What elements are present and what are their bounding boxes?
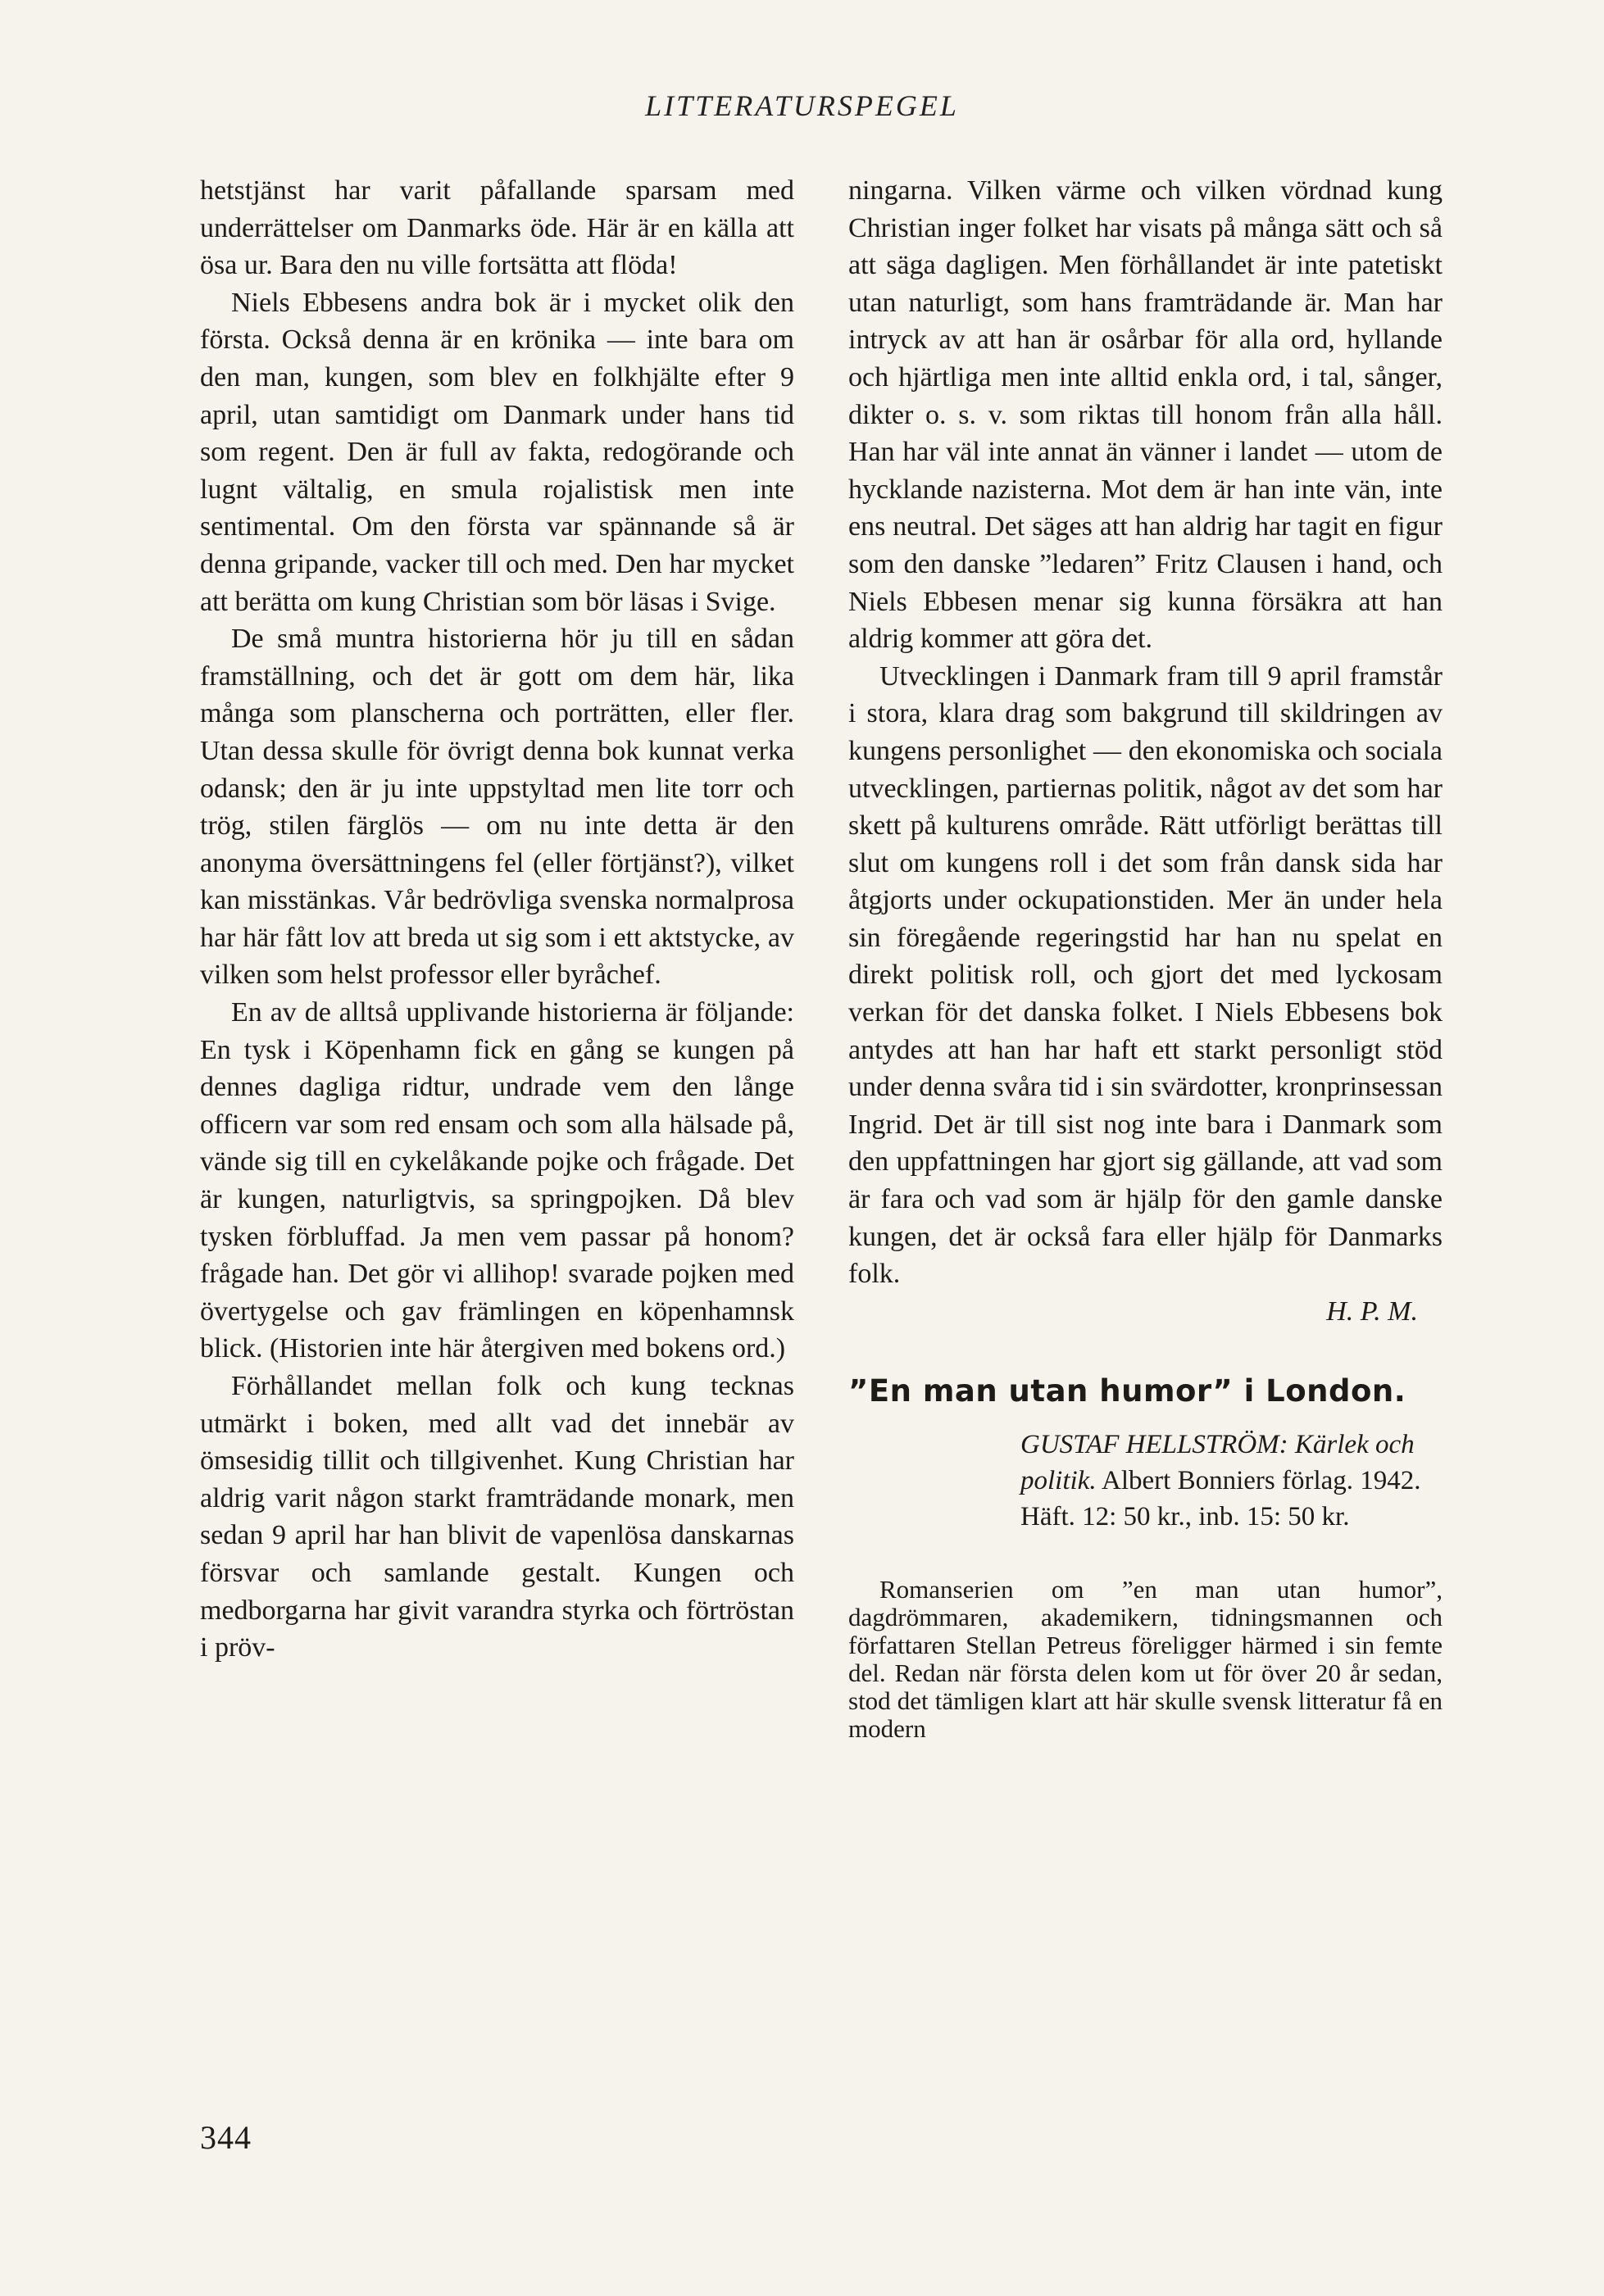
paragraph: Niels Ebbesens andra bok är i mycket olik den första. Också denna är en krönika — inte bara om den man, kungen, som blev en folkhjälte efter 9 april, utan samtidigt om Danmark under hans tid som regent. Den är full av fakta, redogörande och lugnt vältalig, en smula rojalistisk men inte sentimental. Om den första var spännande så är denna gripande, vacker till och med. Den har mycket att berätta om kung Christian som bör läsas i Svige. xyxy=(200,287,794,617)
paragraph: En av de alltså upplivande historierna är följande: En tysk i Köpenhamn fick en gång se kungen på dennes dagliga ridtur, undrade vem den långe officern var som red ensam och som alla hälsade på, vände sig till en cykelåkande pojke och frågade. Det är kungen, naturligtvis, sa springpojken. Då blev tysken förbluffad. Ja men vem passar på honom? frågade han. Det gör vi allihop! svarade pojken med övertygelse och gav främlingen en köpenhamnsk blick. (Historien inte här återgiven med bokens ord.) xyxy=(200,997,794,1364)
paragraph: De små muntra historierna hör ju till en sådan framställning, och det är gott om dem här, lika många som planscherna och porträtten, eller fler. Utan dessa skulle för övrigt denna bok kunnat verka odansk; den är ju inte uppstyltad men lite torr och trög, stilen färglös — om nu inte detta är den anonyma översättningens fel (eller förtjänst?), vilket kan misstänkas. Vår bedrövliga svenska normalprosa har här fått lov att breda ut sig som i ett aktstycke, av vilken som helst professor eller byråchef. xyxy=(200,624,794,991)
section-heading: ”En man utan humor” i London. xyxy=(848,1373,1406,1409)
book-details: Albert Bonniers förlag. 1942. Häft. 12: 50 kr., inb. 15: 50 kr. xyxy=(1020,1466,1421,1531)
paragraph: hetstjänst har varit påfallande sparsam med underrättelser om Danmarks öde. Här är en källa att ösa ur. Bara den nu ville fortsätta att flöda! xyxy=(200,175,794,281)
bibliography xyxy=(1020,1427,1443,1535)
signature: H. P. M. xyxy=(1326,1295,1418,1327)
right-column xyxy=(848,172,1443,1743)
running-title: LITTERATURSPEGEL xyxy=(645,89,959,122)
page-number: 344 xyxy=(200,2119,252,2156)
review-paragraph: Romanserien om ”en man utan humor”, dagdrömmaren, akademikern, tidningsmannen och författaren Stellan Petreus föreligger härmed i sin femte del. Redan när första delen kom ut för över 20 år sedan, stod det tämligen klart att här skulle svensk litteratur få en modern xyxy=(848,1575,1443,1743)
paragraph: Förhållandet mellan folk och kung tecknas utmärkt i boken, med allt vad det innebär av ömsesidig tillit och tillgivenhet. Kung Christian har aldrig varit någon starkt framträdande monark, men sedan 9 april har han blivit de vapenlösa danskarnas försvar och samlande gestalt. Kungen och medborgarna har givit varandra styrka och förtröstan i pröv- xyxy=(200,1371,794,1663)
book-author: GUSTAF HELLSTRÖM: xyxy=(1020,1430,1288,1459)
paragraph: Utvecklingen i Danmark fram till 9 april framstår i stora, klara drag som bakgrund till skildringen av kungens personlighet — den ekonomiska och sociala utvecklingen, partiernas politik, något av det som har skett på kulturens område. Rätt utförligt berättas till slut om kungens roll i det som från dansk sida har åtgjorts under ockupationstiden. Mer än under hela sin föregående regeringstid har han nu spelat en direkt politisk roll, och gjort det med lyckosam verkan för det danska folket. I Niels Ebbesens bok antydes att han har haft ett starkt personligt stöd under denna svåra tid i sin svärdotter, kronprinsessan Ingrid. Det är till sist nog inte bara i Danmark som den uppfattningen har gjort sig gällande, att vad som är fara och vad som är hjälp för den gamle danske kungen, det är också fara eller hjälp för Danmarks folk. xyxy=(848,660,1443,1290)
book-title: Kärlek och politik. xyxy=(1020,1430,1415,1495)
left-column xyxy=(200,172,794,1667)
paragraph: ningarna. Vilken värme och vilken vördnad kung Christian inger folket har visats på många sätt och så att säga dagligen. Men förhållandet är inte patetiskt utan naturligt, som hans framträdande är. Man har intryck av att han är osårbar för alla ord, hyllande och hjärtliga men inte alltid enkla ord, i tal, sånger, dikter o. s. v. som riktas till honom från alla håll. Han har väl inte annat än vänner i landet — utom de hycklande nazisterna. Mot dem är han inte vän, inte ens neutral. Det säges att han aldrig har tagit en figur som den danske ”ledaren” Fritz Clausen i hand, och Niels Ebbesen menar sig kunna försäkra att han aldrig kommer att göra det. xyxy=(848,175,1443,655)
